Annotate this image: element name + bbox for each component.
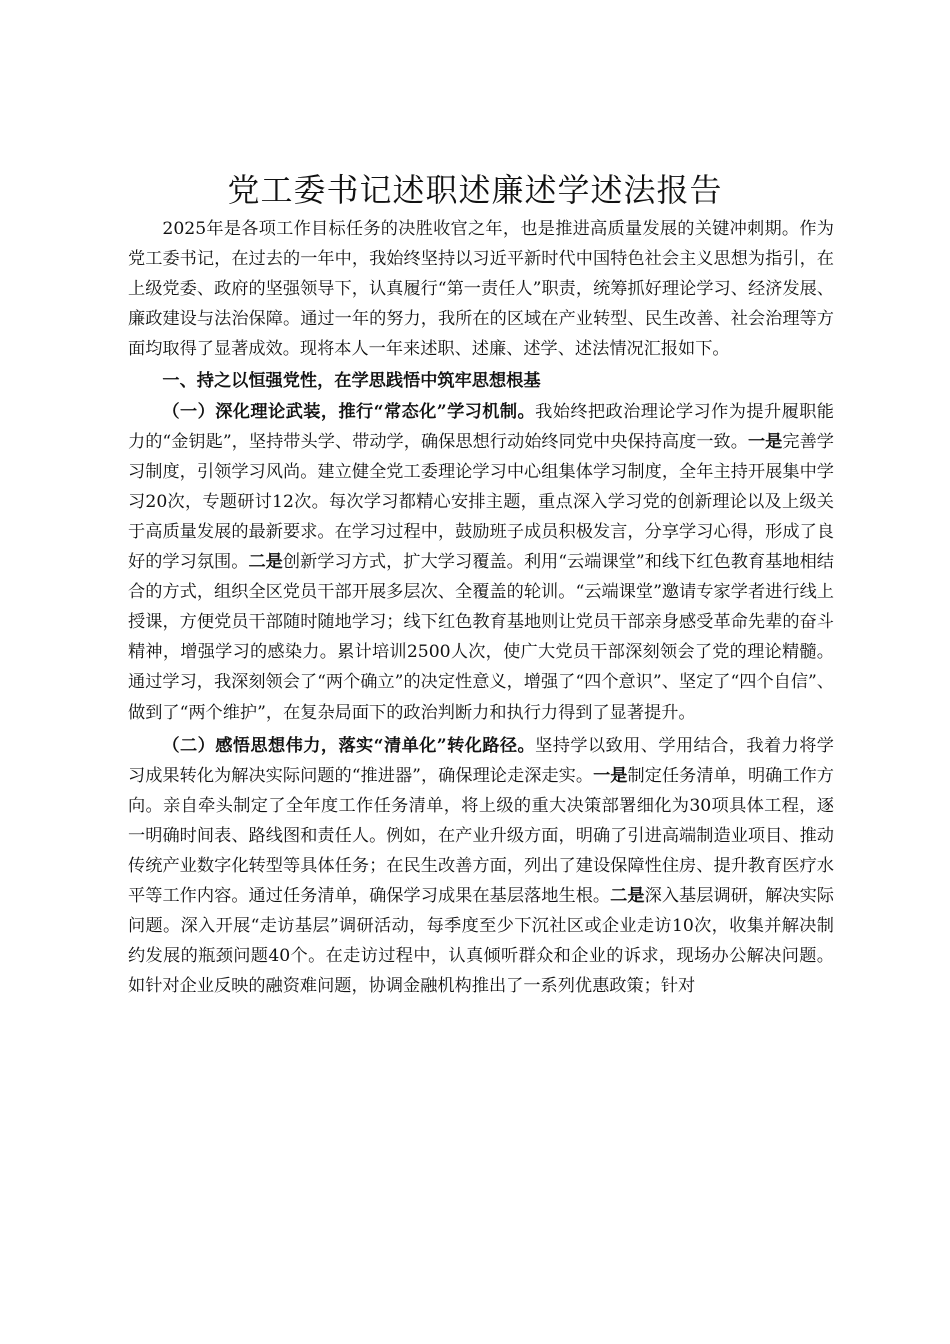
subsection-1-paragraph	[128, 397, 834, 728]
subsection-2-point-2-label: 二是	[610, 886, 645, 907]
subsection-1-point-1-label: 一是	[747, 431, 783, 452]
subsection-1-text-a: 我始终把政治理论学习作为提升履职能力的“金钥匙”，坚持带头学、带动学，确保思想行动始终同党中央保持高度一致。	[128, 401, 834, 452]
section-heading: 一、持之以恒强党性，在学思践悟中筑牢思想根基	[162, 371, 541, 392]
subsection-1-heading: （一）深化理论武装，推行“常态化”学习机制。	[162, 401, 536, 422]
subsection-1-text-b: 完善学习制度，引领学习风尚。建立健全党工委理论学习中心组集体学习制度，全年主持开展集中学习20次，专题研讨12次。每次学习都精心安排主题，重点深入学习党的创新理论以及上级关于高质量发展的最新要求。在学习过程中，鼓励班子成员积极发言，分享学习心得，形成了良好的学习氛围。	[128, 431, 834, 573]
subsection-2-text-b: 制定任务清单，明确工作方向。亲自牵头制定了全年度工作任务清单，将上级的重大决策部署细化为30项具体工程，逐一明确时间表、路线图和责任人。例如，在产业升级方面，明确了引进高端制造业项目、推动传统产业数字化转型等具体任务；在民生改善方面，列出了建设保障性住房、提升教育医疗水平等工作内容。通过任务清单，确保学习成果在基层落地生根。	[128, 765, 834, 907]
subsection-2-heading: （二）感悟思想伟力，落实“清单化”转化路径。	[162, 735, 536, 756]
document-title: 党工委书记述职述廉述学述法报告	[227, 171, 723, 209]
subsection-2-paragraph	[128, 731, 834, 1002]
subsection-2-text-c: 深入基层调研，解决实际问题。深入开展“走访基层”调研活动，每季度至少下沉社区或企业走访10次，收集并解决制约发展的瓶颈问题40个。在走访过程中，认真倾听群众和企业的诉求，现场办公解决问题。如针对企业反映的融资难问题，协调金融机构推出了一系列优惠政策；针对	[128, 886, 834, 997]
intro-paragraph: 2025年是各项工作目标任务的决胜收官之年，也是推进高质量发展的关键冲刺期。作为党工委书记，在过去的一年中，我始终坚持以习近平新时代中国特色社会主义思想为指引，在上级党委、政府的坚强领导下，认真履行“第一责任人”职责，统筹抓好理论学习、经济发展、廉政建设与法治保障。通过一年的努力，我所在的区域在产业转型、民生改善、社会治理等方面均取得了显著成效。现将本人一年来述职、述廉、述学、述法情况汇报如下。	[128, 219, 834, 360]
subsection-1-point-2-label: 二是	[248, 552, 283, 573]
subsection-1-text-c: 创新学习方式，扩大学习覆盖。利用“云端课堂”和线下红色教育基地相结合的方式，组织全区党员干部开展多层次、全覆盖的轮训。“云端课堂”邀请专家学者进行线上授课，方便党员干部随时随地学习；线下红色教育基地则让党员干部亲身感受革命先辈的奋斗精神，增强学习的感染力。累计培训2500人次，使广大党员干部深刻领会了党的理论精髓。通过学习，我深刻领会了“两个确立”的决定性意义，增强了“四个意识”、坚定了“四个自信”、做到了“两个维护”，在复杂局面下的政治判断力和执行力得到了显著提升。	[128, 552, 834, 723]
subsection-2-point-1-label: 一是	[593, 765, 628, 786]
document-body	[128, 214, 834, 1001]
subsection-2-text-a: 坚持学以致用、学用结合，我着力将学习成果转化为解决实际问题的“推进器”，确保理论走深走实。	[128, 735, 834, 786]
